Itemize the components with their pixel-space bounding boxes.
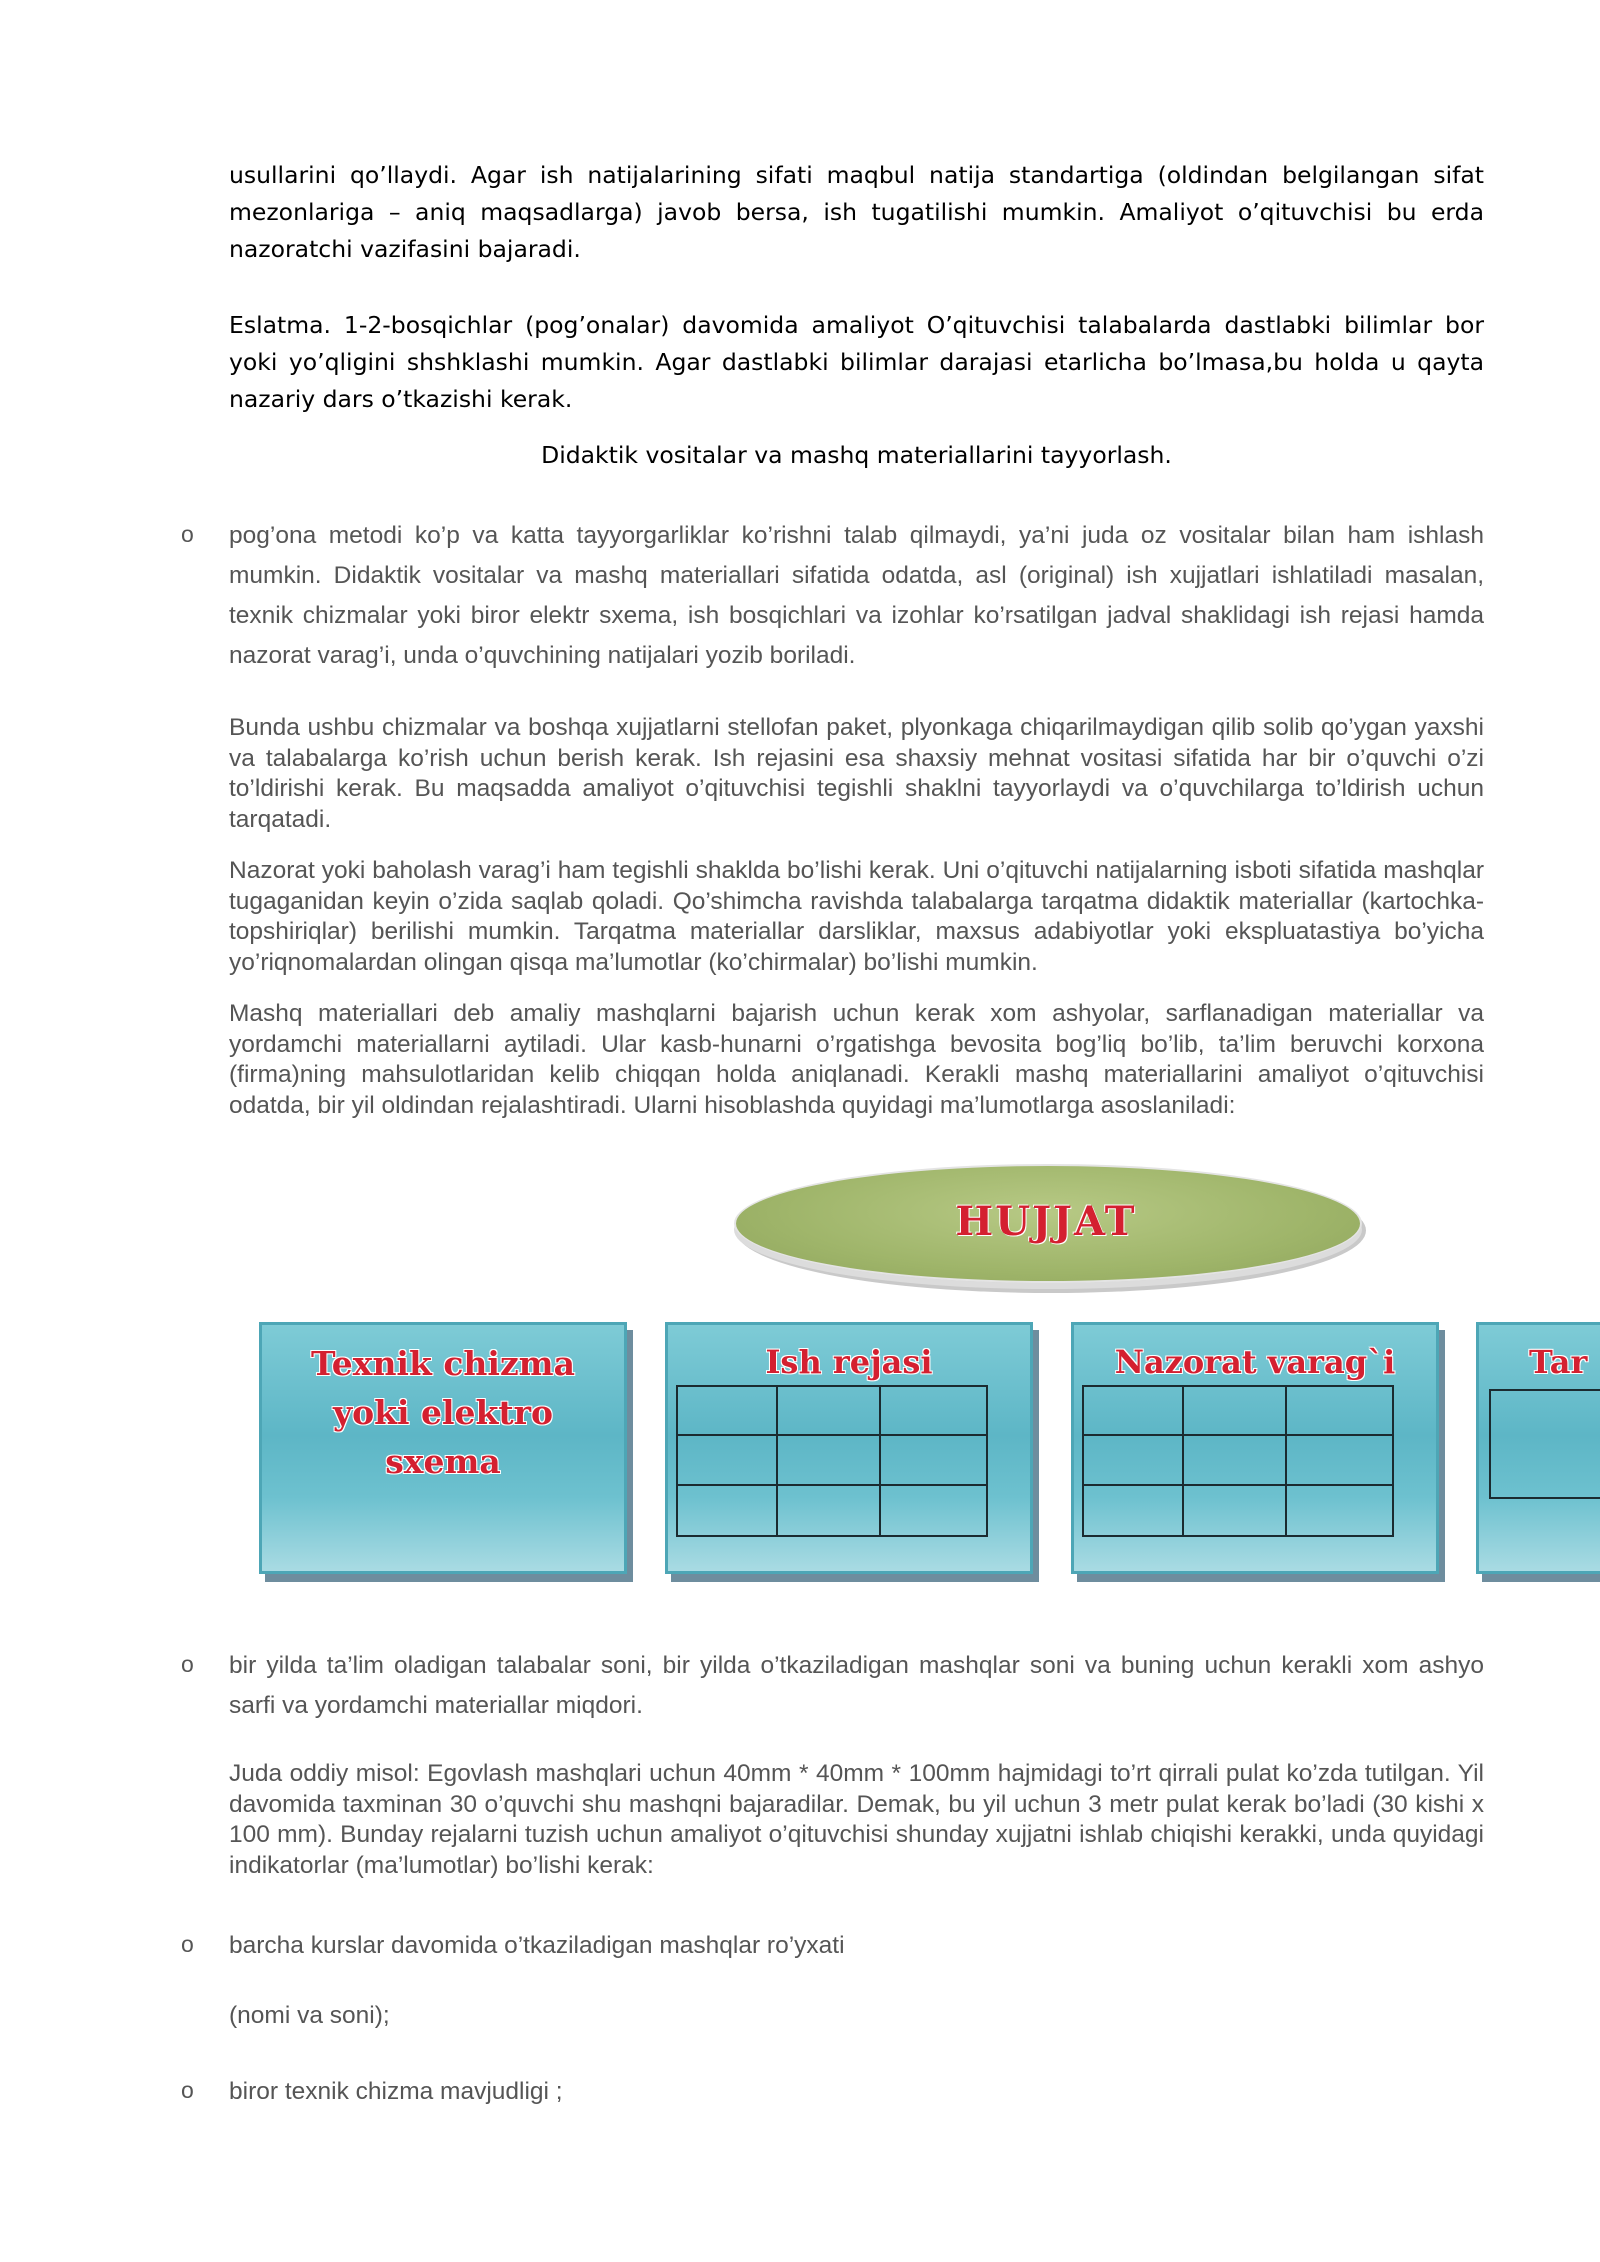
diagram-box-drawing: [259, 1322, 627, 1574]
box-title-work-plan: Ish rejasi: [765, 1343, 933, 1381]
control-sheet-table: [1082, 1385, 1394, 1537]
paragraph-1: usullarini qo’llaydi. Agar ish natijalarining sifati maqbul natija standartiga (oldindan belgilangan sifat mezonlariga – aniq maqsadlarga) javob bersa, ish tugatilishi mumkin. Amaliyot o’qituvchisi bu erda nazoratchi vazifasini bajaradi.: [229, 161, 1484, 263]
diagram-box-control-sheet: [1071, 1322, 1439, 1574]
diagram-box-work-plan: [665, 1322, 1033, 1574]
work-plan-table: [676, 1385, 988, 1537]
bullet-paragraph-1: pog’ona metodi ko’p va katta tayyorgarliklar ko’rishni talab qilmaydi, ya’ni juda oz vositalar bilan ham ishlash mumkin. Didaktik vositalar va mashq materiallari sifatida odatda, asl (original) ish xujjatlari ishlatiladi masalan, texnik chizmalar yoki biror elektr sxema, ish bosqichlari va izohlar ko’rsatilgan jadval shaklidagi ish rejasi hamda nazorat varag’i, unda o’quvchining natijalari yozib boriladi.: [229, 522, 1484, 669]
bullet-paragraph-2: bir yilda ta’lim oladigan talabalar soni, bir yilda o’tkaziladigan mashqlar soni va buning uchun kerakli xom ashyo sarfi va yordamchi materiallar miqdori.: [229, 1652, 1484, 1719]
handout-table: [1489, 1389, 1600, 1499]
document-diagram: [250, 1150, 1600, 1590]
paragraph-note: Eslatma. 1-2-bosqichlar (pog’onalar) davomida amaliyot O’qituvchisi talabalarda dastlabki bilimlar bor yoki yo’qligini shshklashi mumkin. Agar dastlabki bilimlar darajasi etarlicha bo’lmasa,bu holda u qayta nazariy dars o’tkazishi kerak.: [229, 311, 1484, 413]
bullet-paragraph-3: barcha kurslar davomida o’tkaziladigan mashqlar ro’yxati: [229, 1932, 845, 1959]
bullet-marker: o: [181, 1651, 194, 1677]
diagram-box-handout: [1476, 1322, 1600, 1574]
box-title-control-sheet: Nazorat varag`i: [1114, 1343, 1396, 1381]
section-heading: Didaktik vositalar va mashq materiallarini tayyorlash.: [541, 441, 1172, 469]
paragraph-7: (nomi va soni);: [229, 2002, 390, 2029]
bullet-marker: o: [181, 1931, 194, 1957]
bullet-paragraph-4: biror texnik chizma mavjudligi ;: [229, 2078, 563, 2105]
root-label: HUJJAT: [955, 1198, 1137, 1245]
paragraph-5: Mashq materiallari deb amaliy mashqlarni bajarish uchun kerak xom ashyolar, sarflanadigan materiallar va yordamchi materiallarni aytiladi. Ular kasb-hunarni o’rgatishga bevosita bog’liq bo’lib, ta’lim beruvchi korxona (firma)ning mahsulotlaridan kelib chiqqan holda aniqlanadi. Kerakli mashq materiallarini amaliyot o’qituvchisi odatda, bir yil oldindan rejalashtiradi. Ularni hisoblashda quyidagi ma’lumotlarga asoslaniladi:: [229, 1000, 1484, 1119]
bullet-marker: o: [181, 2077, 194, 2103]
box-title-drawing: Texnik chizma yoki elektro sxema: [311, 1344, 575, 1481]
paragraph-6: Juda oddiy misol: Egovlash mashqlari uchun 40mm * 40mm * 100mm hajmidagi to’rt qirrali pulat ko’zda tutilgan. Yil davomida taxminan 30 o’quvchi shu mashqni bajaradilar. Demak, bu yil uchun 3 metr pulat kerak bo’ladi (30 kishi x 100 mm). Bunday rejalarni tuzish uchun amaliyot o’qituvchisi shunday xujjatni ishlab chiqishi kerakki, unda quyidagi indikatorlar (ma’lumotlar) bo’lishi kerak:: [229, 1760, 1484, 1879]
bullet-marker: o: [181, 521, 194, 547]
paragraph-3: Bunda ushbu chizmalar va boshqa xujjatlarni stellofan paket, plyonkaga chiqarilmaydigan qilib solib qo’ygan yaxshi va talabalarga ko’rish uchun berish kerak. Ish rejasini esa shaxsiy mehnat vositasi sifatida har bir o’quvchi o’zi to’ldirishi kerak. Bu maqsadda amaliyot o’qituvchisi tegishli shaklni tayyorlaydi va o’quvchilarga to’ldirish uchun tarqatadi.: [229, 714, 1484, 833]
paragraph-4: Nazorat yoki baholash varag’i ham tegishli shaklda bo’lishi kerak. Uni o’qituvchi natijalarning isboti sifatida mashqlar tugaganidan keyin o’zida saqlab qoladi. Qo’shimcha ravishda talabalarga tarqatma didaktik materiallar (kartochka-topshiriqlar) berilishi mumkin. Tarqatma materiallar darsliklar, maxsus adabiyotlar yoki ekspluatastiya bo’yicha yo’riqnomalardan olingan qisqa ma’lumotlar (ko’chirmalar) bo’lishi mumkin.: [229, 857, 1484, 976]
box-title-handout: Tar: [1529, 1343, 1588, 1381]
